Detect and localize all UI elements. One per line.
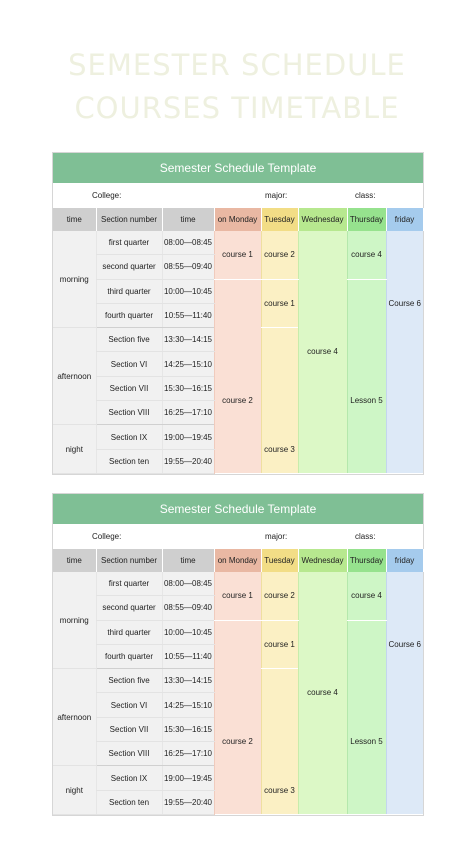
- tuesday-empty: [261, 328, 298, 425]
- schedule-sheet-2: [52, 493, 424, 816]
- period-night: night: [53, 766, 96, 815]
- hours-cell: 19:00—19:45: [162, 766, 214, 790]
- section-cell: Section five: [96, 669, 162, 693]
- monday-empty: [214, 669, 261, 718]
- hours-cell: 16:25—17:10: [162, 742, 214, 766]
- header-row: [53, 549, 423, 572]
- header-section-number: Section number: [96, 549, 162, 572]
- class-label: class:: [355, 191, 376, 200]
- sheet-title: Semester Schedule Template: [53, 494, 423, 524]
- thursday-lesson-5: Lesson 5: [347, 376, 386, 425]
- section-cell: Section VIII: [96, 742, 162, 766]
- info-row: [53, 524, 423, 549]
- thursday-empty: [347, 425, 386, 474]
- monday-course-1: course 1: [214, 572, 261, 620]
- friday-empty: [386, 572, 423, 620]
- table-row: [53, 717, 423, 741]
- period-morning: morning: [53, 572, 96, 669]
- friday-course-6: Course 6: [386, 279, 423, 328]
- header-thursday: Thursday: [347, 208, 386, 231]
- thursday-empty: [347, 620, 386, 669]
- class-label: class:: [355, 532, 376, 541]
- wednesday-empty: [298, 572, 347, 669]
- table-row: [53, 328, 423, 352]
- hours-cell: 19:55—20:40: [162, 790, 214, 814]
- hours-cell: 15:30—16:15: [162, 717, 214, 741]
- period-night: night: [53, 425, 96, 474]
- header-wednesday: Wednesday: [298, 549, 347, 572]
- header-tuesday: Tuesday: [261, 208, 298, 231]
- major-label: major:: [265, 532, 288, 541]
- hours-cell: 08:00—08:45: [162, 572, 214, 596]
- hero-title-line-2: COURSES TIMETABLE: [74, 91, 400, 125]
- header-hours: time: [162, 549, 214, 572]
- period-morning: morning: [53, 231, 96, 328]
- hours-cell: 13:30—14:15: [162, 669, 214, 693]
- header-friday: friday: [386, 208, 423, 231]
- hours-cell: 10:55—11:40: [162, 644, 214, 668]
- section-cell: Section VII: [96, 376, 162, 400]
- section-cell: first quarter: [96, 572, 162, 596]
- monday-course-2: course 2: [214, 717, 261, 766]
- hero-title: [0, 44, 474, 130]
- sheet-title: Semester Schedule Template: [53, 153, 423, 183]
- tuesday-course-2: course 2: [261, 231, 298, 279]
- monday-course-2: course 2: [214, 376, 261, 425]
- thursday-empty: [347, 669, 386, 718]
- major-label: major:: [265, 191, 288, 200]
- monday-empty: [214, 620, 261, 669]
- monday-empty: [214, 766, 261, 815]
- thursday-empty: [347, 279, 386, 328]
- wednesday-empty: [298, 376, 347, 473]
- schedule-sheet-1: [52, 152, 424, 475]
- hours-cell: 14:25—15:10: [162, 693, 214, 717]
- section-cell: third quarter: [96, 279, 162, 303]
- section-cell: second quarter: [96, 255, 162, 279]
- hours-cell: 14:25—15:10: [162, 352, 214, 376]
- period-afternoon: afternoon: [53, 669, 96, 766]
- college-label: College:: [92, 191, 122, 200]
- schedule-table: [53, 549, 424, 815]
- header-monday: on Monday: [214, 208, 261, 231]
- monday-course-1: course 1: [214, 231, 261, 279]
- thursday-lesson-5: Lesson 5: [347, 717, 386, 766]
- thursday-empty: [347, 328, 386, 377]
- header-thursday: Thursday: [347, 549, 386, 572]
- friday-course-6: Course 6: [386, 620, 423, 669]
- header-wednesday: Wednesday: [298, 208, 347, 231]
- monday-empty: [214, 279, 261, 328]
- header-time: time: [53, 549, 96, 572]
- section-cell: Section ten: [96, 449, 162, 473]
- section-cell: Section five: [96, 328, 162, 352]
- friday-empty: [386, 669, 423, 815]
- section-cell: Section IX: [96, 766, 162, 790]
- hours-cell: 10:55—11:40: [162, 303, 214, 327]
- schedule-table: [53, 208, 424, 474]
- hero-title-line-1: SEMESTER SCHEDULE: [68, 48, 406, 82]
- tuesday-course-2: course 2: [261, 572, 298, 620]
- table-row: [53, 279, 423, 303]
- tuesday-course-3: course 3: [261, 766, 298, 815]
- section-cell: Section VII: [96, 717, 162, 741]
- table-row: [53, 669, 423, 693]
- hours-cell: 08:55—09:40: [162, 596, 214, 620]
- friday-empty: [386, 231, 423, 279]
- tuesday-course-1: course 1: [261, 279, 298, 328]
- hours-cell: 08:55—09:40: [162, 255, 214, 279]
- table-row: [53, 376, 423, 400]
- header-monday: on Monday: [214, 549, 261, 572]
- header-tuesday: Tuesday: [261, 549, 298, 572]
- section-cell: first quarter: [96, 231, 162, 255]
- section-cell: Section IX: [96, 425, 162, 449]
- section-cell: Section VI: [96, 693, 162, 717]
- header-friday: friday: [386, 549, 423, 572]
- tuesday-course-3: course 3: [261, 425, 298, 474]
- section-cell: second quarter: [96, 596, 162, 620]
- monday-empty: [214, 328, 261, 377]
- hours-cell: 08:00—08:45: [162, 231, 214, 255]
- table-row: [53, 425, 423, 449]
- section-cell: third quarter: [96, 620, 162, 644]
- table-row: [53, 231, 423, 255]
- thursday-course-4: course 4: [347, 572, 386, 620]
- monday-empty: [214, 425, 261, 474]
- friday-empty: [386, 328, 423, 474]
- header-section-number: Section number: [96, 208, 162, 231]
- table-row: [53, 620, 423, 644]
- hours-cell: 10:00—10:45: [162, 620, 214, 644]
- hours-cell: 15:30—16:15: [162, 376, 214, 400]
- wednesday-course-4: course 4: [298, 328, 347, 377]
- wednesday-empty: [298, 717, 347, 814]
- table-row: [53, 572, 423, 596]
- college-label: College:: [92, 532, 122, 541]
- section-cell: fourth quarter: [96, 644, 162, 668]
- info-row: [53, 183, 423, 208]
- hours-cell: 19:55—20:40: [162, 449, 214, 473]
- table-row: [53, 766, 423, 790]
- section-cell: fourth quarter: [96, 303, 162, 327]
- section-cell: Section VIII: [96, 401, 162, 425]
- section-cell: Section ten: [96, 790, 162, 814]
- header-hours: time: [162, 208, 214, 231]
- header-time: time: [53, 208, 96, 231]
- section-cell: Section VI: [96, 352, 162, 376]
- hours-cell: 13:30—14:15: [162, 328, 214, 352]
- header-row: [53, 208, 423, 231]
- period-afternoon: afternoon: [53, 328, 96, 425]
- hours-cell: 19:00—19:45: [162, 425, 214, 449]
- thursday-empty: [347, 766, 386, 815]
- tuesday-course-1: course 1: [261, 620, 298, 669]
- tuesday-empty: [261, 669, 298, 766]
- hours-cell: 10:00—10:45: [162, 279, 214, 303]
- thursday-course-4: course 4: [347, 231, 386, 279]
- wednesday-empty: [298, 231, 347, 328]
- wednesday-course-4: course 4: [298, 669, 347, 718]
- hours-cell: 16:25—17:10: [162, 401, 214, 425]
